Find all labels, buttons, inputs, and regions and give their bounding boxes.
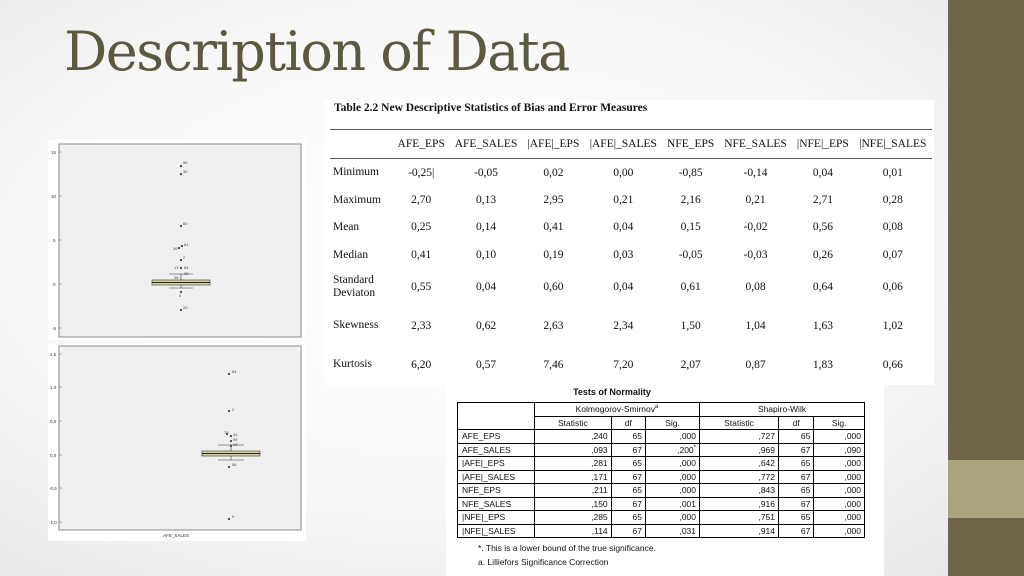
outlier-label: 64: [184, 265, 189, 270]
table-cell: 67: [779, 470, 814, 484]
outlier-label: 59: [183, 160, 188, 165]
table-cell: ,031: [645, 524, 699, 538]
table-caption: Table 2.2 New Descriptive Statistics of Bias and Error Measures: [334, 102, 648, 114]
column-header: |AFE|_EPS: [523, 130, 584, 159]
table-row: [330, 214, 932, 242]
table-cell: 0,64: [812, 280, 833, 293]
outlier-label: 0: [179, 293, 182, 298]
table-cell: ,000: [814, 524, 865, 538]
outlier-label: 26: [233, 442, 238, 447]
table-cell: ,000: [814, 470, 865, 484]
table-cell: 0,41: [543, 221, 564, 234]
row-label: Standard Deviaton: [333, 274, 376, 299]
table-cell: ,000: [814, 511, 865, 525]
table-cell: -0,05: [678, 248, 703, 261]
row-label: Maximum: [333, 193, 381, 206]
table-cell: ,093: [535, 443, 612, 457]
table-cell: 67: [611, 524, 645, 538]
table-cell: 0,15: [680, 221, 701, 234]
header-corner: [330, 130, 393, 159]
table-cell: -0,25|: [408, 166, 435, 179]
table-row: [458, 457, 865, 471]
table-cell: 65: [611, 484, 645, 498]
boxplot-bottom-panel: [48, 344, 306, 541]
table-cell: 65: [779, 457, 814, 471]
table-cell: ,001: [645, 497, 699, 511]
table-cell: 1,50: [680, 319, 701, 332]
table-cell: 67: [611, 443, 645, 457]
table-cell: 67: [779, 497, 814, 511]
outlier-label: 36: [174, 275, 179, 280]
table-cell: ,843: [700, 484, 779, 498]
table-row: [458, 497, 865, 511]
boxplot-bottom-chart: [48, 344, 306, 541]
table-cell: 67: [611, 470, 645, 484]
table-cell: -0,03: [743, 248, 768, 261]
table-cell: ,211: [535, 484, 612, 498]
table-cell: 0,13: [475, 193, 497, 206]
table-row: [458, 524, 865, 538]
table-cell: -0,85: [678, 166, 703, 179]
table-cell: 7,46: [543, 358, 564, 371]
table-cell: ,969: [700, 443, 779, 457]
table-cell: 0,28: [882, 193, 903, 206]
outlier-label: 60: [183, 221, 188, 226]
normality-title: Tests of Normality: [573, 387, 651, 397]
column-header: Statistic: [700, 416, 779, 430]
outlier-label: 61: [184, 242, 189, 247]
descriptive-stats-panel: [324, 100, 934, 385]
table-cell: 0,14: [475, 221, 497, 234]
decorative-side-accent: [948, 460, 1024, 518]
header-corner: [458, 403, 535, 430]
table-row: [330, 305, 932, 347]
table-row: [330, 347, 932, 383]
table-cell: ,000: [814, 430, 865, 444]
table-cell: 0,02: [543, 166, 564, 179]
outlier-label: 2: [232, 407, 235, 412]
row-label: AFE_SALES: [458, 443, 535, 457]
boxplot-top-chart: [48, 140, 306, 340]
column-header: AFE_EPS: [393, 130, 449, 159]
y-tick: 0: [53, 282, 56, 287]
table-cell: ,751: [700, 511, 779, 525]
y-tick: 15: [51, 150, 57, 155]
table-cell: ,916: [700, 497, 779, 511]
table-cell: 0,07: [882, 248, 903, 261]
table-cell: 6,20: [411, 358, 432, 371]
descriptive-stats-table: [330, 129, 932, 383]
table-cell: 0,04: [812, 166, 833, 179]
table-cell: ,914: [700, 524, 779, 538]
table-cell: ,200*: [645, 443, 699, 457]
outlier-label: 30: [183, 169, 188, 174]
table-cell: 7,20: [613, 358, 634, 371]
table-cell: 0,06: [882, 280, 903, 293]
outlier-label: 13: [174, 265, 179, 270]
y-tick: -5: [52, 326, 57, 331]
x-axis-label: AFE_SALES: [163, 533, 189, 538]
table-cell: 0,21: [745, 193, 766, 206]
table-cell: -0,05: [474, 166, 499, 179]
table-cell: 67: [611, 497, 645, 511]
table-cell: 2,16: [680, 193, 701, 206]
table-cell: 0,01: [882, 166, 903, 179]
column-header: df: [779, 416, 814, 430]
column-header: |NFE|_EPS: [792, 130, 853, 159]
group-header: Kolmogorov-Smirnov$^a$: [535, 403, 700, 417]
table-cell: ,114: [535, 524, 612, 538]
table-cell: 65: [779, 430, 814, 444]
table-cell: 2,63: [543, 319, 564, 332]
column-header: AFE_SALES: [449, 130, 522, 159]
table-cell: 1,83: [812, 358, 833, 371]
table-cell: 0,19: [543, 248, 564, 261]
table-cell: 1,04: [745, 319, 766, 332]
table-cell: 0,00: [613, 166, 634, 179]
table-row: [458, 430, 865, 444]
outlier-label: 59: [233, 437, 238, 442]
table-cell: ,090: [814, 443, 865, 457]
table-cell: ,171: [535, 470, 612, 484]
outlier-label: 2: [183, 255, 186, 260]
table-row: [458, 484, 865, 498]
column-header: df: [611, 416, 645, 430]
normality-panel: [446, 384, 884, 576]
boxplot-top-panel: [48, 140, 306, 340]
outlier-label: 24: [233, 432, 238, 437]
column-header: Statistic: [535, 416, 612, 430]
y-tick: 5: [53, 238, 56, 243]
footnote: a. Lilliefors Significance Correction: [478, 557, 609, 567]
outlier-label: 56: [232, 462, 237, 467]
outlier-label: 20: [183, 305, 188, 310]
table-cell: 0,04: [613, 280, 634, 293]
y-tick: -1,0: [49, 520, 57, 525]
table-cell: 0,55: [411, 280, 432, 293]
column-header: Sig.: [645, 416, 699, 430]
table-cell: 65: [779, 484, 814, 498]
table-cell: 0,21: [613, 193, 634, 206]
row-label: Skewness: [333, 319, 379, 332]
table-cell: ,000: [645, 484, 699, 498]
table-row: [458, 511, 865, 525]
table-row: [458, 470, 865, 484]
table-cell: 1,02: [882, 319, 903, 332]
table-cell: 0,08: [882, 221, 903, 234]
table-cell: 0,25: [411, 221, 432, 234]
row-label: |NFE|_EPS: [458, 511, 535, 525]
table-cell: 2,34: [613, 319, 634, 332]
row-label: Kurtosis: [333, 358, 372, 371]
table-cell: ,727: [700, 430, 779, 444]
table-cell: 2,71: [812, 193, 833, 206]
table-cell: 2,70: [411, 193, 432, 206]
row-label: Minimum: [333, 166, 380, 179]
y-tick: 0,0: [50, 453, 57, 458]
table-cell: 0,04: [475, 280, 497, 293]
table-row: [330, 159, 932, 187]
table-cell: 0,41: [411, 248, 432, 261]
outlier-label: 36: [173, 246, 178, 251]
table-cell: 1,63: [812, 319, 833, 332]
outlier-label: 64: [232, 369, 237, 374]
row-label: |AFE|_SALES: [458, 470, 535, 484]
table-cell: -0,02: [743, 221, 768, 234]
row-label: Mean: [333, 221, 360, 234]
table-cell: 0,26: [812, 248, 833, 261]
column-header: NFE_EPS: [662, 130, 718, 159]
table-cell: 0,87: [745, 358, 766, 371]
table-cell: 2,95: [543, 193, 564, 206]
table-cell: ,240: [535, 430, 612, 444]
table-cell: 0,56: [812, 221, 833, 234]
column-header: Sig.: [814, 416, 865, 430]
table-cell: ,000: [814, 497, 865, 511]
table-cell: 0,57: [475, 358, 497, 371]
row-label: |NFE|_SALES: [458, 524, 535, 538]
outlier-label: 26: [184, 271, 189, 276]
table-cell: 65: [611, 511, 645, 525]
table-cell: 0,62: [475, 319, 497, 332]
table-cell: 67: [779, 524, 814, 538]
column-header: |AFE|_SALES: [584, 130, 662, 159]
table-cell: ,000: [814, 484, 865, 498]
table-cell: 0,04: [613, 221, 634, 234]
table-cell: 65: [779, 511, 814, 525]
column-header: |NFE|_SALES: [854, 130, 932, 159]
table-row: [330, 269, 932, 305]
table-cell: 65: [611, 430, 645, 444]
outlier-label: 70: [224, 430, 229, 435]
row-label: NFE_EPS: [458, 484, 535, 498]
table-cell: ,000: [645, 457, 699, 471]
table-cell: ,000: [645, 511, 699, 525]
y-tick: 10: [51, 194, 57, 199]
slide-title: Description of Data: [64, 20, 569, 83]
table-cell: ,000: [814, 457, 865, 471]
table-cell: ,000: [645, 470, 699, 484]
table-row: [458, 443, 865, 457]
table-cell: 0,61: [680, 280, 701, 293]
table-cell: 0,03: [613, 248, 634, 261]
table-cell: ,285: [535, 511, 612, 525]
table-cell: 0,10: [475, 248, 497, 261]
y-tick: -0,5: [49, 486, 57, 491]
table-cell: 67: [779, 443, 814, 457]
normality-table: [457, 402, 865, 538]
table-cell: ,150: [535, 497, 612, 511]
footnote: *. This is a lower bound of the true significance.: [478, 543, 656, 553]
row-label: AFE_EPS: [458, 430, 535, 444]
table-cell: 2,33: [411, 319, 432, 332]
column-header: NFE_SALES: [719, 130, 792, 159]
table-cell: ,000: [645, 430, 699, 444]
row-label: |AFE|_EPS: [458, 457, 535, 471]
y-tick: 1,0: [50, 385, 57, 390]
row-label: Median: [333, 248, 369, 261]
y-tick: 1,5: [50, 352, 57, 357]
table-cell: 65: [611, 457, 645, 471]
table-cell: 2,07: [680, 358, 701, 371]
table-cell: 0,08: [745, 280, 766, 293]
table-cell: ,281: [535, 457, 612, 471]
table-cell: 0,66: [882, 358, 903, 371]
table-cell: ,772: [700, 470, 779, 484]
group-header: Shapiro-Wilk: [700, 403, 865, 417]
row-label: NFE_SALES: [458, 497, 535, 511]
table-cell: -0,14: [743, 166, 768, 179]
y-tick: 0,5: [50, 419, 57, 424]
table-cell: ,642: [700, 457, 779, 471]
table-row: [330, 186, 932, 214]
table-cell: 0,60: [543, 280, 564, 293]
outlier-label: 9: [232, 514, 235, 519]
table-row: [330, 241, 932, 269]
